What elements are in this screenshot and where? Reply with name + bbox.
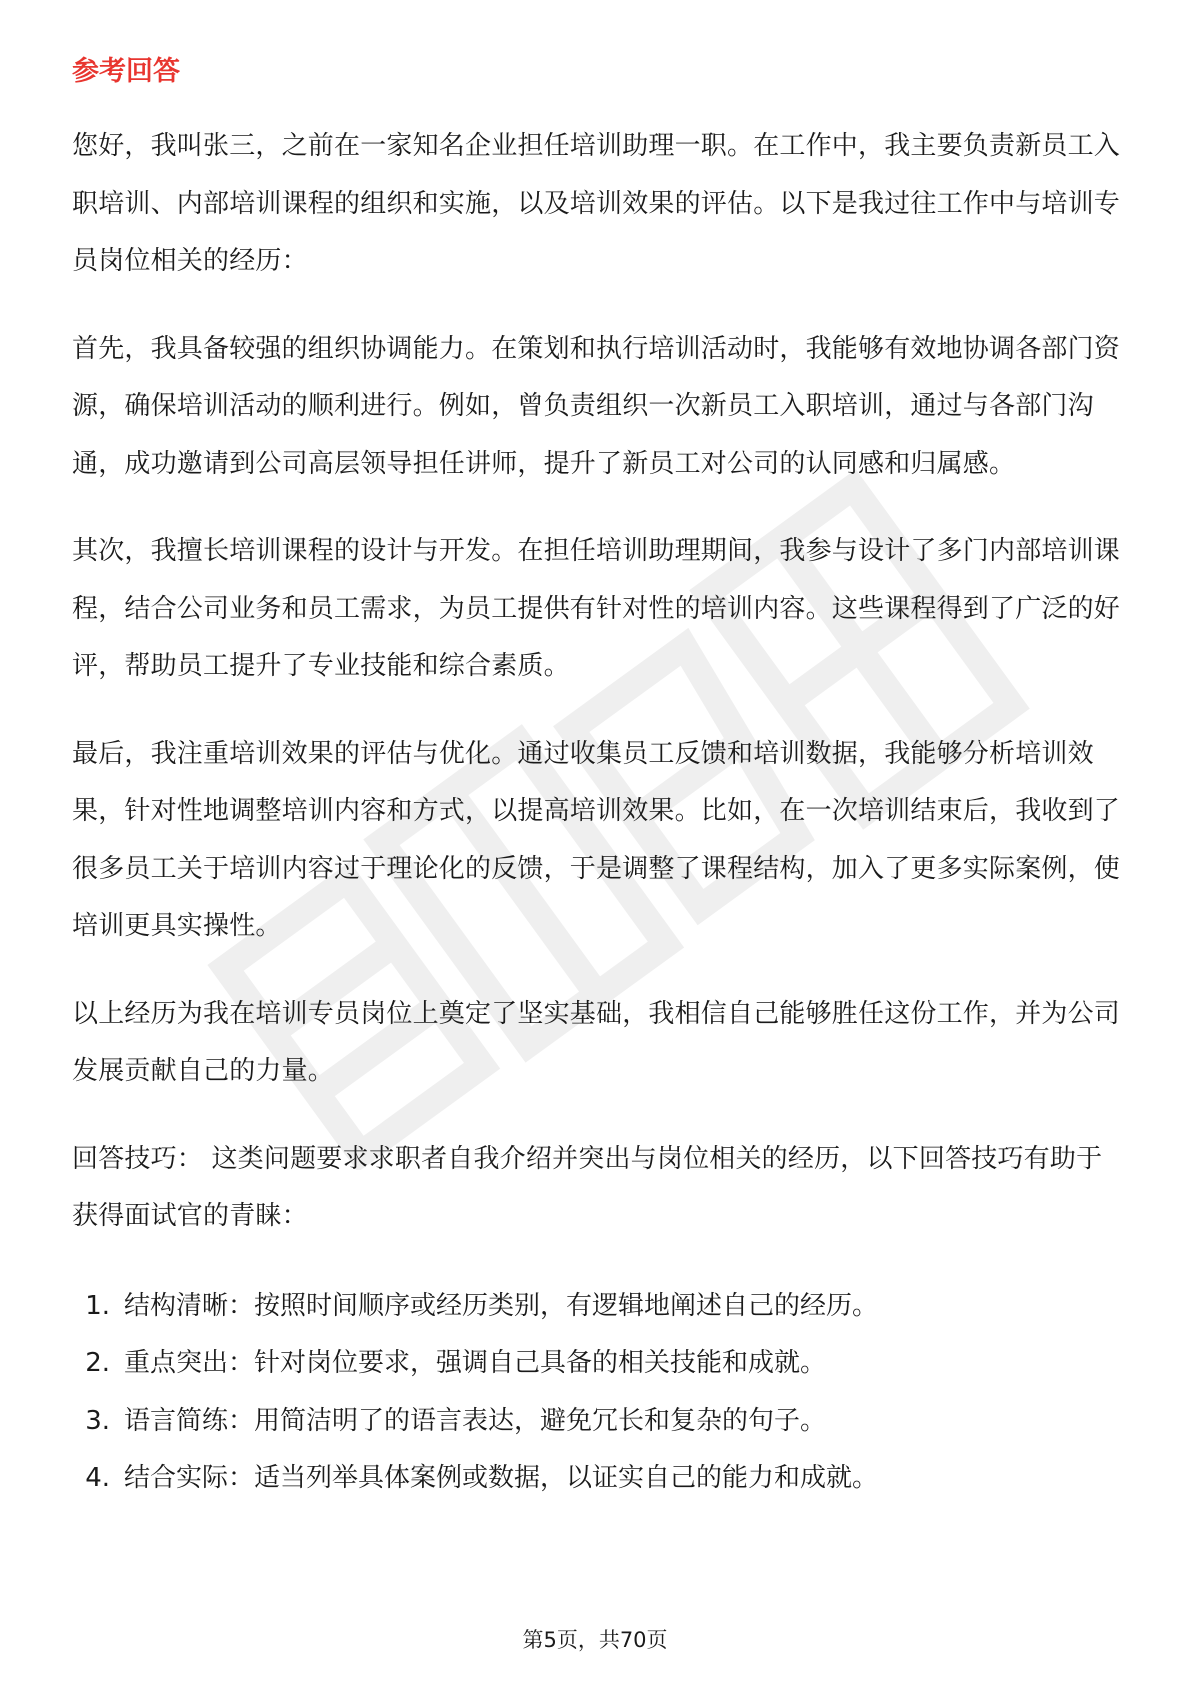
- section-heading: 参考回答: [72, 56, 180, 87]
- list-item-text: 语言简练：用简洁明了的语言表达，避免冗长和复杂的句子。: [124, 1405, 827, 1436]
- paragraph-conclusion: 以上经历为我在培训专员岗位上奠定了坚实基础，我相信自己能够胜任这份工作，并为公司发展贡献自己的力量。: [72, 998, 1121, 1086]
- paragraph-second: 其次，我擅长培训课程的设计与开发。在担任培训助理期间，我参与设计了多门内部培训课程，结合公司业务和员工需求，为员工提供有针对性的培训内容。这些课程得到了广泛的好评，帮助员工提升了专业技能和综合素质。: [72, 536, 1121, 681]
- tips-intro: 回答技巧： 这类问题要求求职者自我介绍并突出与岗位相关的经历，以下回答技巧有助于获得面试官的青睐：: [72, 1143, 1103, 1231]
- list-item-number: 1.: [85, 1290, 110, 1321]
- tips-list: [72, 1278, 1122, 1508]
- list-item-number: 2.: [85, 1348, 110, 1378]
- list-item: [72, 1335, 1122, 1393]
- list-item: [72, 1450, 1122, 1508]
- list-item-text: 重点突出：针对岗位要求，强调自己具备的相关技能和成就。: [124, 1348, 827, 1378]
- list-item-text: 结构清晰：按照时间顺序或经历类别，有逻辑地阐述自己的经历。: [124, 1290, 879, 1321]
- answer-content: [72, 48, 1122, 1508]
- list-item-text: 结合实际：适当列举具体案例或数据，以证实自己的能力和成就。: [124, 1463, 879, 1493]
- list-item-number: 4.: [85, 1463, 110, 1493]
- list-item-number: 3.: [85, 1405, 110, 1436]
- paragraph-intro: 您好，我叫张三，之前在一家知名企业担任培训助理一职。在工作中，我主要负责新员工入职培训、内部培训课程的组织和实施，以及培训效果的评估。以下是我过往工作中与培训专员岗位相关的经历：: [72, 131, 1121, 276]
- page-number: 第5页，共70页: [522, 1628, 668, 1652]
- list-item: [72, 1278, 1122, 1336]
- list-item: [72, 1393, 1122, 1451]
- paragraph-last: 最后，我注重培训效果的评估与优化。通过收集员工反馈和培训数据，我能够分析培训效果，针对性地调整培训内容和方式，以提高培训效果。比如，在一次培训结束后，我收到了很多员工关于培训内容过于理论化的反馈，于是调整了课程结构，加入了更多实际案例，使培训更具实操性。: [72, 738, 1121, 941]
- paragraph-first: 首先，我具备较强的组织协调能力。在策划和执行培训活动时，我能够有效地协调各部门资源，确保培训活动的顺利进行。例如，曾负责组织一次新员工入职培训，通过与各部门沟通，成功邀请到公司高层领导担任讲师，提升了新员工对公司的认同感和归属感。: [72, 333, 1121, 479]
